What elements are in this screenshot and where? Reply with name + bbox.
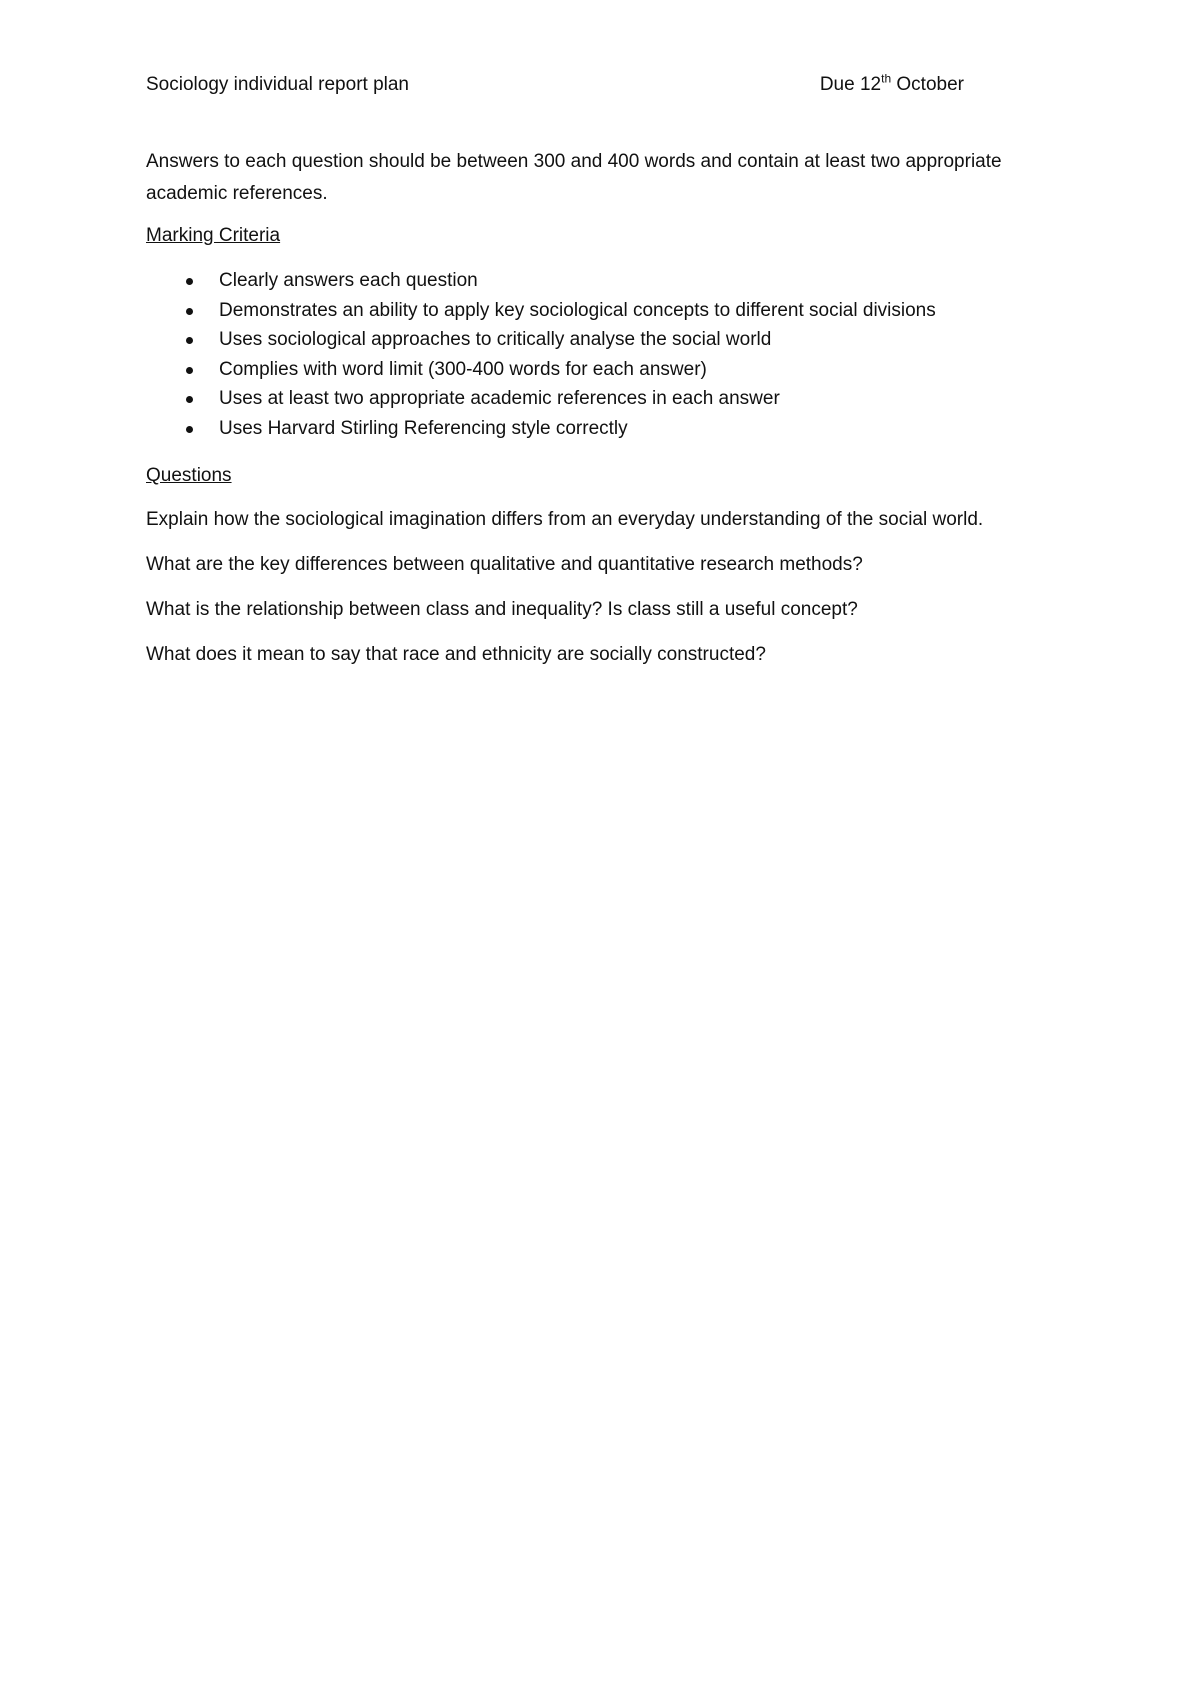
due-date-suffix: October [891, 74, 964, 95]
page-header [146, 71, 964, 102]
marking-criteria-list [146, 266, 936, 444]
criteria-item [146, 325, 936, 355]
due-date [819, 71, 964, 96]
criteria-item-text: Complies with word limit (300-400 words for each answer) [219, 358, 707, 380]
criteria-item [146, 414, 936, 444]
criteria-item [146, 296, 936, 326]
bullet-icon [186, 396, 193, 403]
criteria-item [146, 266, 936, 296]
due-date-superscript: th [881, 71, 892, 86]
document-title: Sociology individual report plan [146, 74, 409, 95]
criteria-item-text: Uses at least two appropriate academic references in each answer [219, 388, 780, 410]
criteria-item-text: Uses Harvard Stirling Referencing style correctly [219, 417, 628, 439]
marking-criteria-heading: Marking Criteria [146, 225, 281, 246]
questions-heading: Questions [146, 465, 232, 486]
question-item: What does it mean to say that race and ethnicity are socially constructed? [146, 644, 766, 665]
bullet-icon [186, 426, 193, 433]
bullet-icon [186, 278, 193, 285]
question-item: What are the key differences between qualitative and quantitative research methods? [146, 554, 863, 575]
criteria-item-text: Uses sociological approaches to critically analyse the social world [219, 329, 772, 351]
criteria-item-text: Clearly answers each question [219, 270, 478, 291]
criteria-item-text: Demonstrates an ability to apply key sociological concepts to different social divisions [219, 299, 936, 321]
question-item: What is the relationship between class and inequality? Is class still a useful concept? [146, 599, 858, 620]
criteria-item [146, 384, 936, 414]
bullet-icon [186, 367, 193, 374]
due-date-prefix: Due 12 [819, 74, 882, 95]
bullet-icon [186, 308, 193, 315]
criteria-item [146, 355, 936, 385]
bullet-icon [186, 337, 193, 344]
intro-paragraph: Answers to each question should be between 300 and 400 words and contain at least two appropriate academic references. [146, 151, 1002, 204]
question-item: Explain how the sociological imagination differs from an everyday understanding of the social world. [146, 509, 984, 530]
